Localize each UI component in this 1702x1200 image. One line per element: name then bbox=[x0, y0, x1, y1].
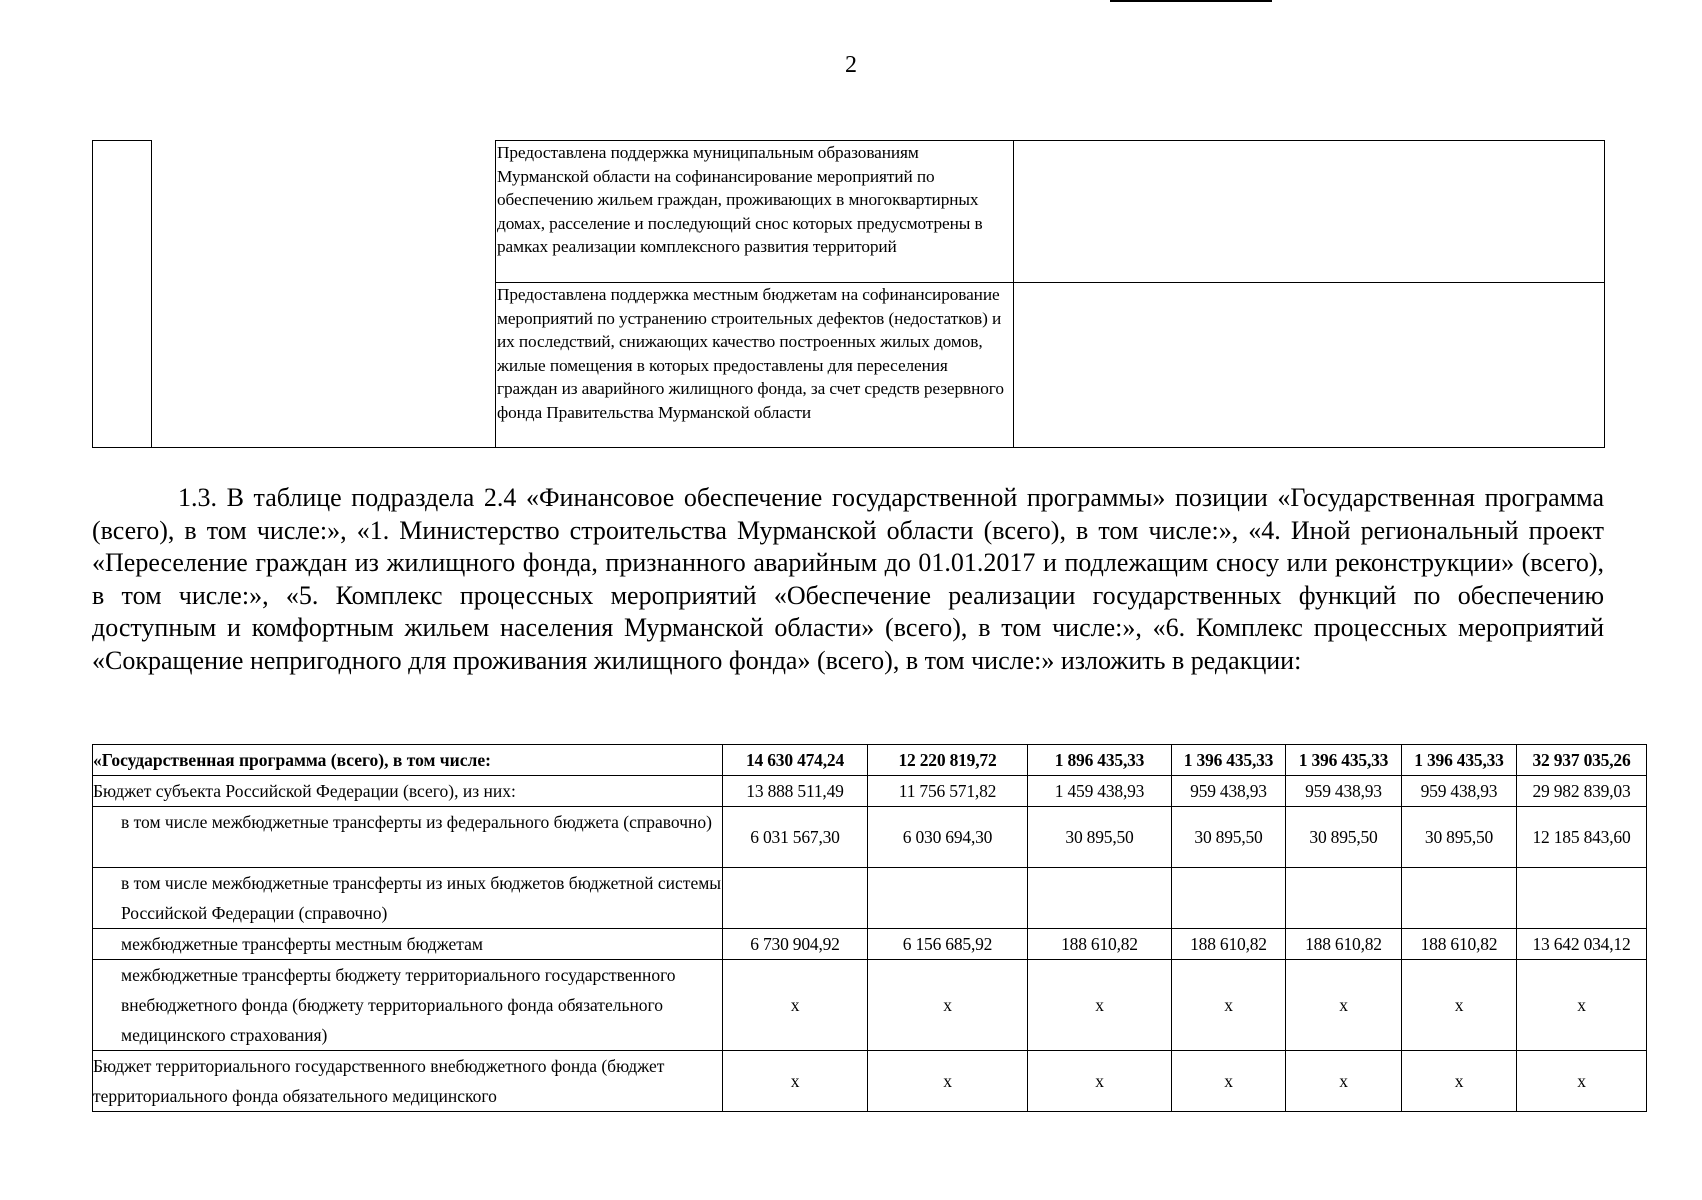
value-cell: 188 610,82 bbox=[1172, 929, 1286, 960]
row-label: в том числе межбюджетные трансферты из федерального бюджета (справочно) bbox=[93, 807, 723, 868]
value-cell: 188 610,82 bbox=[1402, 929, 1517, 960]
row-label: Бюджет субъекта Российской Федерации (всего), из них: bbox=[93, 776, 723, 807]
value-cell: 1 896 435,33 bbox=[1028, 745, 1172, 776]
value-cell: 29 982 839,03 bbox=[1517, 776, 1647, 807]
value-cell: 13 888 511,49 bbox=[723, 776, 868, 807]
value-cell: 30 895,50 bbox=[1172, 807, 1286, 868]
value-cell: х bbox=[1172, 1051, 1286, 1112]
value-cell: 30 895,50 bbox=[1028, 807, 1172, 868]
finance-row-subject-budget bbox=[93, 776, 1647, 807]
value-cell: 6 030 694,30 bbox=[868, 807, 1028, 868]
value-cell: 959 438,93 bbox=[1172, 776, 1286, 807]
value-cell: 13 642 034,12 bbox=[1517, 929, 1647, 960]
value-cell: 14 630 474,24 bbox=[723, 745, 868, 776]
upper-table-empty-cell bbox=[1014, 141, 1605, 283]
page-number: 2 bbox=[845, 52, 857, 78]
value-cell: 6 730 904,92 bbox=[723, 929, 868, 960]
upper-table-text-cell bbox=[496, 283, 1014, 448]
value-cell: х bbox=[723, 1051, 868, 1112]
upper-table-text: Предоставлена поддержка местным бюджетам на софинансирование мероприятий по устранению строительных дефектов (недостатков) и их последствий, снижающих качество построенных жилых домов, жилые помещения в которых предоставлены для переселения граждан из аварийного жилищного фонда, за счет средств резервного фонда Правительства Мурманской области bbox=[497, 285, 1004, 422]
value-cell: 1 396 435,33 bbox=[1402, 745, 1517, 776]
upper-table-text-cell bbox=[496, 141, 1014, 283]
value-cell: х bbox=[1402, 960, 1517, 1051]
top-rule bbox=[1110, 0, 1272, 2]
value-cell: 6 031 567,30 bbox=[723, 807, 868, 868]
value-cell: 30 895,50 bbox=[1402, 807, 1517, 868]
value-cell: 12 185 843,60 bbox=[1517, 807, 1647, 868]
value-cell: 959 438,93 bbox=[1402, 776, 1517, 807]
row-label: в том числе межбюджетные трансферты из иных бюджетов бюджетной системы Российской Федерации (справочно) bbox=[93, 868, 723, 929]
value-cell: х bbox=[868, 1051, 1028, 1112]
value-cell bbox=[1402, 868, 1517, 929]
amendment-paragraph: 1.3. В таблице подраздела 2.4 «Финансовое обеспечение государственной программы» позиции «Государственная программа (всего), в том числе:», «1. Министерство строительства Мурманской области (всего), в том числе:», «4. Иной региональный проект «Переселение граждан из жилищного фонда, признанного аварийным до 01.01.2017 и подлежащим сносу или реконструкции» (всего), в том числе:», «5. Комплекс процессных мероприятий «Обеспечение реализации государственных функций по обеспечению доступным и комфортным жильем населения Мурманской области» (всего), в том числе:», «6. Комплекс процессных мероприятий «Сокращение непригодного для проживания жилищного фонда» (всего), в том числе:» изложить в редакции: bbox=[92, 483, 1604, 675]
value-cell: х bbox=[1402, 1051, 1517, 1112]
value-cell: 11 756 571,82 bbox=[868, 776, 1028, 807]
value-cell bbox=[1028, 868, 1172, 929]
upper-table-text: Предоставлена поддержка муниципальным образованиям Мурманской области на софинансирование мероприятий по обеспечению жильем граждан, проживающих в многоквартирных домах, расселение и последующий снос которых предусмотрены в рамках реализации комплексного развития территорий bbox=[497, 143, 983, 256]
value-cell: х bbox=[1286, 1051, 1402, 1112]
value-cell: х bbox=[1517, 1051, 1647, 1112]
value-cell: 1 396 435,33 bbox=[1286, 745, 1402, 776]
finance-row-local-transfers bbox=[93, 929, 1647, 960]
value-cell: 32 937 035,26 bbox=[1517, 745, 1647, 776]
row-label: межбюджетные трансферты местным бюджетам bbox=[93, 929, 723, 960]
finance-row-fund-budget bbox=[93, 1051, 1647, 1112]
value-cell: х bbox=[1028, 960, 1172, 1051]
value-cell: х bbox=[1028, 1051, 1172, 1112]
value-cell: х bbox=[1517, 960, 1647, 1051]
value-cell: 188 610,82 bbox=[1028, 929, 1172, 960]
value-cell bbox=[723, 868, 868, 929]
finance-row-federal-transfers bbox=[93, 807, 1647, 868]
row-label: «Государственная программа (всего), в том числе: bbox=[93, 745, 723, 776]
value-cell: 30 895,50 bbox=[1286, 807, 1402, 868]
finance-table bbox=[92, 744, 1647, 1112]
value-cell: х bbox=[1172, 960, 1286, 1051]
row-label: межбюджетные трансферты бюджету территориального государственного внебюджетного фонда (бюджету территориального фонда обязательного медицинского страхования) bbox=[93, 960, 723, 1051]
finance-row-program-total bbox=[93, 745, 1647, 776]
value-cell bbox=[868, 868, 1028, 929]
finance-row-other-transfers bbox=[93, 868, 1647, 929]
row-label: Бюджет территориального государственного внебюджетного фонда (бюджет территориального фонда обязательного медицинского bbox=[93, 1051, 723, 1112]
value-cell bbox=[1286, 868, 1402, 929]
value-cell: 959 438,93 bbox=[1286, 776, 1402, 807]
upper-table-row bbox=[93, 141, 1605, 283]
finance-row-fund-transfers bbox=[93, 960, 1647, 1051]
upper-table-empty-cell bbox=[93, 141, 152, 448]
value-cell: х bbox=[723, 960, 868, 1051]
value-cell: 1 396 435,33 bbox=[1172, 745, 1286, 776]
value-cell: 12 220 819,72 bbox=[868, 745, 1028, 776]
upper-table bbox=[92, 140, 1605, 448]
upper-table-empty-cell bbox=[152, 141, 496, 448]
value-cell: х bbox=[868, 960, 1028, 1051]
upper-table-empty-cell bbox=[1014, 283, 1605, 448]
value-cell bbox=[1172, 868, 1286, 929]
value-cell: х bbox=[1286, 960, 1402, 1051]
value-cell: 188 610,82 bbox=[1286, 929, 1402, 960]
value-cell bbox=[1517, 868, 1647, 929]
value-cell: 1 459 438,93 bbox=[1028, 776, 1172, 807]
value-cell: 6 156 685,92 bbox=[868, 929, 1028, 960]
